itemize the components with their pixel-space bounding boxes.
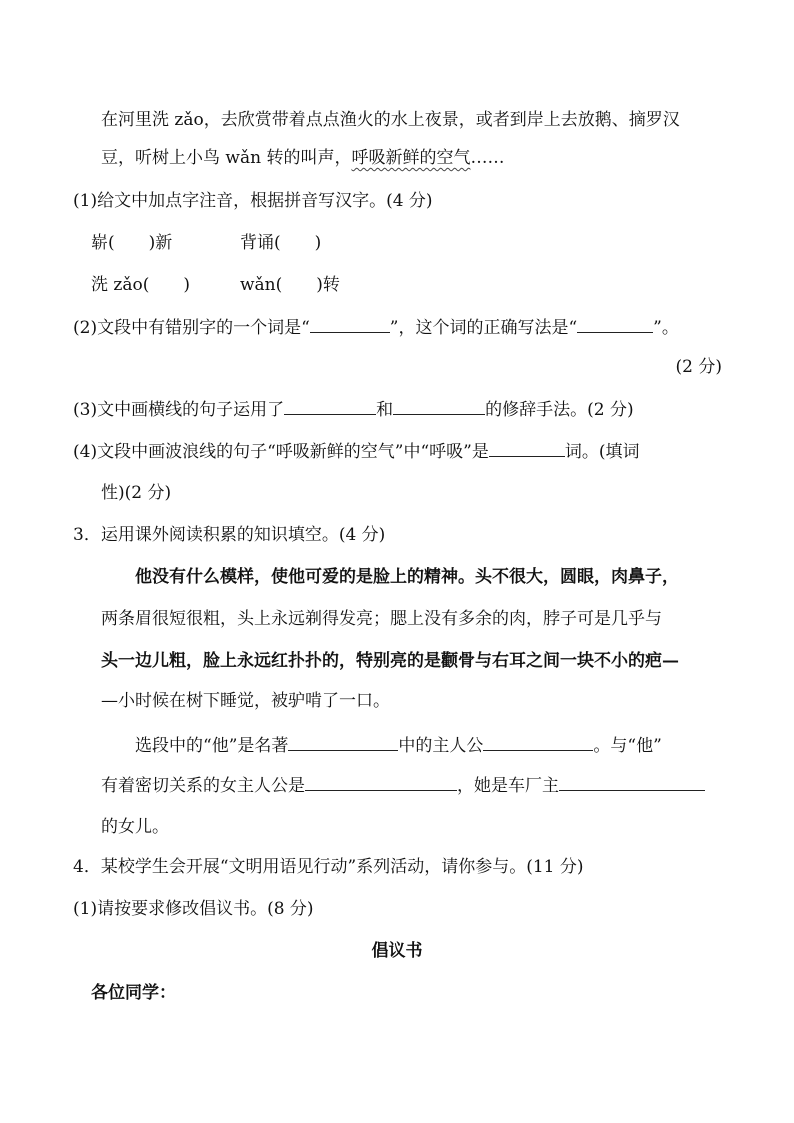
q2-score: (2 分): [675, 357, 722, 377]
blank-factory-owner[interactable]: [559, 774, 705, 791]
q4-line-2: 性)(2 分): [101, 483, 172, 503]
excerpt-line-3: 头一边儿粗，脸上永远红扑扑的，特别亮的是颧骨与右耳之间一块不小的疤—: [101, 651, 679, 671]
excerpt-line-4: —小时候在树下睡觉，被驴啃了一口。: [101, 691, 390, 711]
q4-post: 词。(填词: [564, 442, 640, 462]
q3-blank-1[interactable]: [284, 398, 376, 415]
section3-fill-line-1: [135, 734, 662, 757]
proposal-greeting: 各位同学：: [91, 983, 176, 1003]
q2-line: [73, 316, 679, 339]
passage-line-1: 在河里洗 zǎo，去欣赏带着点点渔火的水上夜景，或者到岸上去放鹅、摘罗汉: [101, 110, 680, 130]
section4-title: 4．某校学生会开展“文明用语见行动”系列活动，请你参与。(11 分): [73, 857, 584, 877]
section3-fill-line-2: [101, 774, 705, 797]
q3-post: 的修辞手法。(2 分): [485, 400, 634, 420]
q2-post: ”。: [653, 318, 679, 338]
q2-blank-correct-word[interactable]: [577, 316, 653, 333]
passage-line-2-text: 豆，听树上小鸟 wǎn 转的叫声，: [101, 148, 352, 168]
q4-blank[interactable]: [489, 440, 565, 457]
q3-line: [73, 398, 634, 421]
fill1-mid: 中的主人公: [398, 736, 484, 756]
excerpt-line-1: 他没有什么模样，使他可爱的是脸上的精神。头不很大，圆眼，肉鼻子，: [135, 567, 679, 587]
q1-item-1: 崭( )新: [91, 233, 173, 253]
proposal-title: 倡议书: [371, 941, 423, 961]
blank-protagonist[interactable]: [483, 734, 593, 751]
q4-pre: (4)文段中画波浪线的句子“呼吸新鲜的空气”中“呼吸”是: [73, 442, 489, 462]
fill2-pre: 有着密切关系的女主人公是: [101, 776, 305, 796]
blank-book-title[interactable]: [288, 734, 398, 751]
q3-blank-2[interactable]: [393, 398, 485, 415]
q3-mid: 和: [376, 400, 394, 420]
fill1-pre: 选段中的“他”是名著: [135, 736, 289, 756]
q1-prompt: (1)给文中加点字注音，根据拼音写汉字。(4 分): [73, 191, 433, 211]
q1-item-2: 背诵( ): [240, 233, 322, 253]
passage-line-2-ellipsis: ……: [470, 148, 505, 168]
q4-line-1: [73, 440, 639, 463]
q2-pre: (2)文段中有错别字的一个词是“: [73, 318, 310, 338]
blank-heroine[interactable]: [305, 774, 457, 791]
excerpt-line-2: 两条眉很短很粗，头上永远剃得发亮；腮上没有多余的肉，脖子可是几乎与: [101, 609, 662, 629]
section3-fill-line-3: 的女儿。: [101, 817, 169, 837]
q2-blank-wrong-word[interactable]: [310, 316, 390, 333]
wavy-underlined-sentence: 呼吸新鲜的空气: [351, 148, 471, 168]
q3-pre: (3)文中画横线的句子运用了: [73, 400, 285, 420]
fill1-post: 。与“他”: [593, 736, 662, 756]
q2-mid: ”，这个词的正确写法是“: [389, 318, 578, 338]
q1-item-4: wǎn( )转: [240, 275, 340, 295]
section4-sub1: (1)请按要求修改倡议书。(8 分): [73, 899, 314, 919]
passage-line-2: [101, 147, 504, 169]
q1-item-3: 洗 zǎo( ): [91, 275, 190, 295]
fill2-mid: ，她是车厂主: [457, 776, 559, 796]
section3-title: 3．运用课外阅读积累的知识填空。(4 分): [73, 525, 386, 545]
